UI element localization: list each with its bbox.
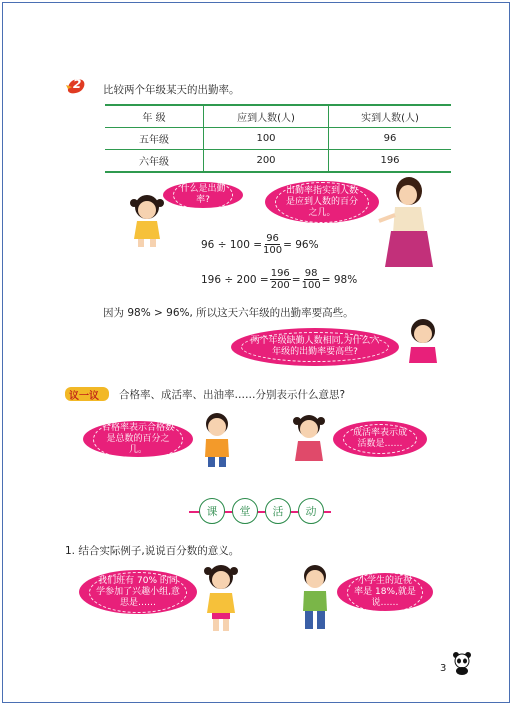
table-cell: 200 xyxy=(204,150,329,173)
conclusion-text: 因为 98% > 96%, 所以这天六年级的出勤率要高些。 xyxy=(103,307,354,319)
speech-bubble xyxy=(333,421,427,457)
denominator: 100 xyxy=(263,245,283,256)
girl-illustration xyxy=(199,563,243,633)
textbook-page xyxy=(2,2,510,703)
table-header-row xyxy=(105,105,451,128)
denominator: 100 xyxy=(301,280,321,291)
section-number-badge xyxy=(65,76,87,96)
formula-text: 96 ÷ 100 = xyxy=(201,238,263,251)
page-number: 3 xyxy=(440,663,447,674)
bubble-text: 出勤率指实到人数是应到人数的百分之几。 xyxy=(275,182,369,223)
speech-bubble xyxy=(83,421,193,457)
panda-icon xyxy=(451,651,473,675)
table-cell: 六年级 xyxy=(105,150,204,173)
girl-illustration xyxy=(125,193,169,249)
activity-char: 课 xyxy=(199,498,225,524)
formula-2: 196 ÷ 200 = $\frac{196}{200}$ = $\frac{98}{100}$ = 98% xyxy=(201,268,358,291)
table-header: 实到人数(人) xyxy=(329,105,452,128)
table-header: 应到人数(人) xyxy=(204,105,329,128)
activity-char: 动 xyxy=(298,498,324,524)
bubble-text: 合格率表示合格数是总数的百分之几。 xyxy=(93,419,183,460)
formula-text: 196 ÷ 200 = xyxy=(201,273,269,286)
formula-text: = 96% xyxy=(283,238,319,251)
activity-char: 堂 xyxy=(232,498,258,524)
fraction xyxy=(263,233,282,256)
speech-bubble xyxy=(337,573,433,611)
boy-illustration xyxy=(197,411,237,469)
activity-item-1: 1. 结合实际例子,说说百分数的意义。 xyxy=(65,545,240,557)
fraction xyxy=(302,268,321,291)
girl-illustration xyxy=(289,413,329,469)
table-header: 年 级 xyxy=(105,105,204,128)
numerator: 196 xyxy=(270,268,290,279)
table-cell: 96 xyxy=(329,128,452,150)
table-row xyxy=(105,128,451,150)
attendance-table xyxy=(105,104,451,173)
speech-bubble xyxy=(265,181,379,223)
bubble-text: 两个年级缺勤人数相同,为什么六年级的出勤率要高些? xyxy=(241,332,389,362)
bubble-text: 成活率表示成活数是…… xyxy=(343,424,417,454)
discussion-badge-label: 议一议 xyxy=(69,391,99,402)
activity-char: 活 xyxy=(265,498,291,524)
table-cell: 196 xyxy=(329,150,452,173)
girl-illustration xyxy=(403,317,443,363)
formula-text: = 98% xyxy=(321,273,358,286)
section-title: 比较两个年级某天的出勤率。 xyxy=(103,84,240,96)
discussion-question: 合格率、成活率、出油率……分别表示什么意思? xyxy=(119,389,346,401)
table-cell: 五年级 xyxy=(105,128,204,150)
numerator: 96 xyxy=(266,233,279,244)
speech-bubble xyxy=(79,570,197,614)
formula-1 xyxy=(201,233,319,256)
fraction xyxy=(270,268,291,291)
bubble-text: 什么是出勤率? xyxy=(173,180,233,210)
teacher-illustration xyxy=(375,175,439,271)
section-number: 2 xyxy=(73,77,82,91)
table-row xyxy=(105,150,451,173)
denominator: 200 xyxy=(270,280,290,291)
boy-illustration xyxy=(293,563,337,633)
speech-bubble xyxy=(163,182,243,208)
bubble-text: 我们班有 70% 的同学参加了兴趣小组,意思是…… xyxy=(89,572,187,613)
bubble-text: 小学生的近视率是 18%,就是说…… xyxy=(347,572,423,613)
table-cell: 100 xyxy=(204,128,329,150)
numerator: 98 xyxy=(304,268,318,279)
speech-bubble xyxy=(231,328,399,366)
